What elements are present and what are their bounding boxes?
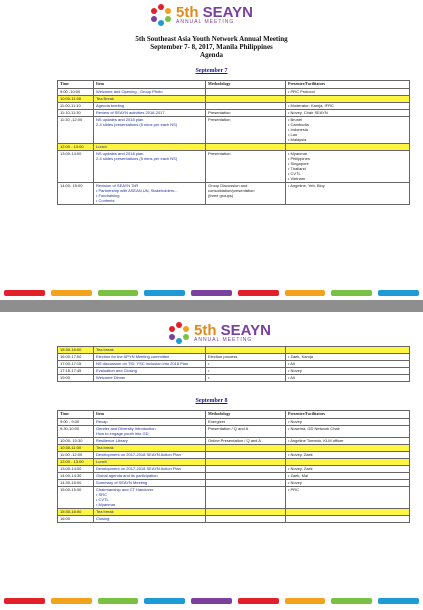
item-cell — [94, 509, 206, 516]
item-cell — [94, 368, 206, 375]
people-circle-icon — [168, 322, 190, 344]
logo-name: SEAYN — [220, 322, 271, 339]
method-cell — [206, 151, 286, 183]
method-cell — [206, 466, 286, 473]
color-bar — [238, 290, 279, 296]
item-cell — [94, 487, 206, 509]
agenda-table-day1-continued — [57, 346, 410, 382]
item-cell — [94, 96, 206, 103]
seayn-logo — [150, 4, 253, 26]
item-line: How to engage youth into GD — [96, 431, 149, 436]
presenter-cell — [286, 426, 410, 438]
logo-tagline: ANNUAL MEETING — [194, 337, 253, 343]
presenter-line: • Malaysia — [288, 137, 307, 142]
method-line: Group Discussion and consolidation/presentation — [208, 183, 255, 193]
method-cell — [206, 368, 286, 375]
time-cell: 17:15-17:45 — [58, 368, 94, 375]
item-cell — [94, 117, 206, 144]
item-line: Tea Break — [96, 96, 115, 101]
time-cell: 9:00 - 9:30 — [58, 419, 94, 426]
item-cell — [94, 110, 206, 117]
item-line: Recap — [96, 419, 108, 424]
section-title-september-7: September 7 — [195, 68, 228, 74]
table-row — [58, 117, 410, 144]
item-line: • Contents — [96, 198, 115, 203]
presenter-line: • Nowrina, GD Network Chair — [288, 426, 340, 431]
presenter-cell — [286, 480, 410, 487]
document-page-1 — [0, 0, 423, 300]
time-cell: 9:00 -10:00 — [58, 89, 94, 96]
presenter-line: • All — [288, 361, 295, 366]
presenter-line: • Indonesia — [288, 127, 308, 132]
color-bar — [285, 598, 326, 604]
document-title — [0, 35, 423, 59]
method-cell — [206, 452, 286, 459]
item-cell — [94, 361, 206, 368]
table-row — [58, 354, 410, 361]
time-cell: 13:00-14:00 — [58, 466, 94, 473]
time-cell: 9:30-10:00 — [58, 426, 94, 438]
color-bar — [98, 290, 139, 296]
method-line: Presentation / Q and A — [208, 426, 249, 431]
presenter-line: • Novey — [288, 368, 302, 373]
method-cell — [206, 459, 286, 466]
column-header: Item — [94, 411, 206, 419]
presenter-cell — [286, 354, 410, 361]
presenter-line: • Novey — [288, 419, 302, 424]
presenter-line: • All — [288, 375, 295, 380]
title-line-1: 5th Southeast Asia Youth Network Annual Meeting — [135, 35, 288, 43]
color-bar — [4, 290, 45, 296]
presenter-line: • Zaek, Mai — [288, 473, 309, 478]
table-row — [58, 103, 410, 110]
presenter-cell — [286, 103, 410, 110]
method-line: • — [208, 361, 210, 366]
presenter-line: • Novey, Zaek — [288, 452, 313, 457]
column-header: Methodology — [206, 411, 286, 419]
method-cell — [206, 89, 286, 96]
time-cell: 10:00- 10:30 — [58, 438, 94, 445]
presenter-cell — [286, 516, 410, 523]
time-cell: 11:00 -12:00 — [58, 452, 94, 459]
table-row — [58, 419, 410, 426]
item-cell — [94, 516, 206, 523]
time-cell: 10:00-11:00 — [58, 96, 94, 103]
method-cell — [206, 375, 286, 382]
item-cell — [94, 151, 206, 183]
item-cell — [94, 466, 206, 473]
item-line: Development on 2017-2018 SEAYN Action Plan — [96, 466, 181, 471]
presenter-line: • Novey, Chair SEAYN — [288, 110, 328, 115]
time-cell: 13:00-14:00 — [58, 151, 94, 183]
presenter-line: • PRC — [288, 487, 299, 492]
presenter-cell — [286, 183, 410, 205]
item-line: Summary of SEAYN Meeting — [96, 480, 148, 485]
table-row — [58, 361, 410, 368]
logo-tagline: ANNUAL MEETING — [176, 19, 235, 25]
item-cell — [94, 445, 206, 452]
color-bar — [144, 598, 185, 604]
item-line: Agenda briefing — [96, 103, 125, 108]
presenter-cell — [286, 368, 410, 375]
table-header-row — [58, 411, 410, 419]
table-row — [58, 347, 410, 354]
presenter-cell — [286, 452, 410, 459]
time-cell: 14:30-15:00 — [58, 480, 94, 487]
title-line-3: Agenda — [200, 51, 223, 59]
presenter-line: • Novey — [288, 480, 302, 485]
time-cell: 16:00-17:00 — [58, 354, 94, 361]
color-bar — [4, 598, 45, 604]
method-cell — [206, 516, 286, 523]
method-line: • — [208, 368, 210, 373]
item-line: Resilience Library — [96, 438, 128, 443]
item-line: Tea break — [96, 347, 114, 352]
item-line: Welcome and Opening , Group Photo — [96, 89, 163, 94]
time-cell: 15:30-16:00 — [58, 347, 94, 354]
presenter-line: • Vietnam — [288, 176, 306, 181]
time-cell: 11:00-11:10 — [58, 103, 94, 110]
item-line: Election for the APYN Meeting committee — [96, 354, 170, 359]
item-line: Tea break — [96, 509, 114, 514]
color-bar — [51, 598, 92, 604]
presenter-cell — [286, 459, 410, 466]
item-line: Chairmanship and CT Handover — [96, 487, 154, 492]
color-bar — [378, 290, 419, 296]
table-row — [58, 466, 410, 473]
column-header: Time — [58, 81, 94, 89]
table-row — [58, 452, 410, 459]
item-line: • CVTL — [96, 497, 109, 502]
presenter-cell — [286, 487, 410, 509]
time-cell: 15:30-16:00 — [58, 509, 94, 516]
item-line: 2-4 slides presentations (5 mins per each NS) — [96, 156, 178, 161]
color-bar — [331, 290, 372, 296]
item-line: • SRC — [96, 492, 107, 497]
table-row — [58, 144, 410, 151]
presenter-line: • Cambodia — [288, 122, 309, 127]
item-line: Review of SEAYN activities 2016-2017 — [96, 110, 165, 115]
table-header-row — [58, 81, 410, 89]
method-line: • — [208, 375, 210, 380]
people-circle-icon — [150, 4, 172, 26]
table-row — [58, 487, 410, 509]
color-bar — [51, 290, 92, 296]
document-page-2 — [0, 312, 423, 610]
item-line: NS updates and 2018 plan — [96, 151, 144, 156]
time-cell: 17:00-17:15 — [58, 361, 94, 368]
color-bar — [191, 598, 232, 604]
item-cell — [94, 354, 206, 361]
item-line: Lunch — [96, 459, 107, 464]
presenter-cell — [286, 96, 410, 103]
presenter-cell — [286, 144, 410, 151]
item-cell — [94, 375, 206, 382]
presenter-cell — [286, 361, 410, 368]
presenter-cell — [286, 466, 410, 473]
time-cell: 19:00 — [58, 375, 94, 382]
column-header: Time — [58, 411, 94, 419]
item-cell — [94, 438, 206, 445]
method-cell — [206, 110, 286, 117]
time-cell: 12:00 - 13:00 — [58, 144, 94, 151]
time-cell: 10:30-11:00 — [58, 445, 94, 452]
item-line: Gender and Diversity Introduction — [96, 426, 156, 431]
item-line: Lunch — [96, 144, 107, 149]
presenter-cell — [286, 473, 410, 480]
presenter-line: • Philippines — [288, 156, 310, 161]
method-line: Energizer — [208, 419, 226, 424]
item-cell — [94, 183, 206, 205]
item-cell — [94, 473, 206, 480]
method-line: (three groups) — [208, 193, 234, 198]
item-cell — [94, 103, 206, 110]
column-header: Item — [94, 81, 206, 89]
item-cell — [94, 480, 206, 487]
item-line: Global agenda and its participation — [96, 473, 158, 478]
presenter-cell — [286, 347, 410, 354]
time-cell: 15:00-15:30 — [58, 487, 94, 509]
method-line: Presentation — [208, 151, 231, 156]
item-line: Revision of SEAYN ToR — [96, 183, 139, 188]
method-cell — [206, 473, 286, 480]
item-cell — [94, 144, 206, 151]
table-row — [58, 445, 410, 452]
presenter-line: • Lao — [288, 132, 298, 137]
method-cell — [206, 347, 286, 354]
presenter-cell — [286, 375, 410, 382]
table-row — [58, 438, 410, 445]
method-cell — [206, 117, 286, 144]
color-bar-strip — [0, 290, 423, 296]
presenter-cell — [286, 89, 410, 96]
presenter-line: • Singapore — [288, 161, 309, 166]
presenter-line: • Myanmar — [288, 151, 308, 156]
item-cell — [94, 89, 206, 96]
color-bar — [285, 290, 326, 296]
item-line: Welcome Dinner — [96, 375, 126, 380]
presenter-cell — [286, 117, 410, 144]
presenter-cell — [286, 151, 410, 183]
item-cell — [94, 459, 206, 466]
presenter-line: • Moderator: Kamja, IFRC — [288, 103, 334, 108]
table-row — [58, 480, 410, 487]
item-line: Closing — [96, 516, 110, 521]
method-cell — [206, 480, 286, 487]
time-cell: 11:10-11:30 — [58, 110, 94, 117]
table-row — [58, 375, 410, 382]
time-cell: 14:00- 15:00 — [58, 183, 94, 205]
method-cell — [206, 144, 286, 151]
time-cell: 14:00-14:30 — [58, 473, 94, 480]
method-cell — [206, 354, 286, 361]
logo-number: 5th — [176, 4, 199, 21]
page-separator — [0, 300, 423, 312]
table-row — [58, 110, 410, 117]
color-bar — [144, 290, 185, 296]
presenter-line: • Angeline, Yeb, Bioy — [288, 183, 325, 188]
item-cell — [94, 452, 206, 459]
agenda-table-day1 — [57, 80, 410, 205]
presenter-line: • CVTL — [288, 171, 301, 176]
seayn-logo — [168, 322, 271, 344]
item-line: NS updates and 2018 plan — [96, 117, 144, 122]
logo-number: 5th — [194, 322, 217, 339]
method-cell — [206, 445, 286, 452]
item-line: • Partnership with ASEAN,UN, Stakeholders... — [96, 188, 178, 193]
table-row — [58, 368, 410, 375]
method-line: Presentation — [208, 110, 231, 115]
item-line: 2-4 slides presentations (5 mins per each NS) — [96, 122, 178, 127]
color-bar — [191, 290, 232, 296]
column-header: Presenter/Facilitators — [286, 81, 410, 89]
item-line: Development on 2017-2018 SEAYN Action Plan — [96, 452, 181, 457]
presenter-line: • PRC Protocol — [288, 89, 315, 94]
section-title-september-8: September 8 — [195, 398, 228, 404]
item-cell — [94, 347, 206, 354]
agenda-table-day2 — [57, 410, 410, 523]
table-row — [58, 459, 410, 466]
color-bar — [98, 598, 139, 604]
method-cell — [206, 509, 286, 516]
item-line: NS discussion on TID, YSC inclusion into 2018 Plan — [96, 361, 189, 366]
time-cell: 11:30 -12:00 — [58, 117, 94, 144]
method-cell — [206, 487, 286, 509]
method-line: Presentation — [208, 117, 231, 122]
table-row — [58, 426, 410, 438]
method-line: Election process — [208, 354, 238, 359]
method-line: Online Presentation / Q and A — [208, 438, 261, 443]
column-header: Presenter/Facilitators — [286, 411, 410, 419]
item-line: Evaluation and Closing — [96, 368, 137, 373]
presenter-line: • Brunei — [288, 117, 303, 122]
presenter-line: • Angeline Tomedo, KLM officer — [288, 438, 344, 443]
logo-name: SEAYN — [202, 4, 253, 21]
title-line-2: September 7- 8, 2017, Manila Philippines — [150, 43, 273, 51]
item-cell — [94, 426, 206, 438]
method-cell — [206, 96, 286, 103]
table-row — [58, 516, 410, 523]
table-row — [58, 509, 410, 516]
presenter-line: • Novey, Zaek — [288, 466, 313, 471]
color-bar — [378, 598, 419, 604]
column-header: Methodology — [206, 81, 286, 89]
presenter-cell — [286, 438, 410, 445]
table-row — [58, 183, 410, 205]
time-cell: 16:00 — [58, 516, 94, 523]
presenter-line: • Zaek, Kamja — [288, 354, 313, 359]
presenter-cell — [286, 445, 410, 452]
item-line: • Fundraising — [96, 193, 120, 198]
item-line: • Myanmar — [96, 502, 116, 507]
method-cell — [206, 438, 286, 445]
color-bar-strip — [0, 598, 423, 604]
item-line: Tea break — [96, 445, 114, 450]
method-cell — [206, 183, 286, 205]
table-row — [58, 96, 410, 103]
color-bar — [331, 598, 372, 604]
time-cell: 12:00 - 13:00 — [58, 459, 94, 466]
color-bar — [238, 598, 279, 604]
table-row — [58, 89, 410, 96]
table-row — [58, 151, 410, 183]
method-cell — [206, 361, 286, 368]
presenter-line: • Thailand — [288, 166, 306, 171]
item-cell — [94, 419, 206, 426]
presenter-cell — [286, 509, 410, 516]
presenter-cell — [286, 110, 410, 117]
method-cell — [206, 103, 286, 110]
presenter-cell — [286, 419, 410, 426]
table-row — [58, 473, 410, 480]
method-cell — [206, 426, 286, 438]
method-cell — [206, 419, 286, 426]
